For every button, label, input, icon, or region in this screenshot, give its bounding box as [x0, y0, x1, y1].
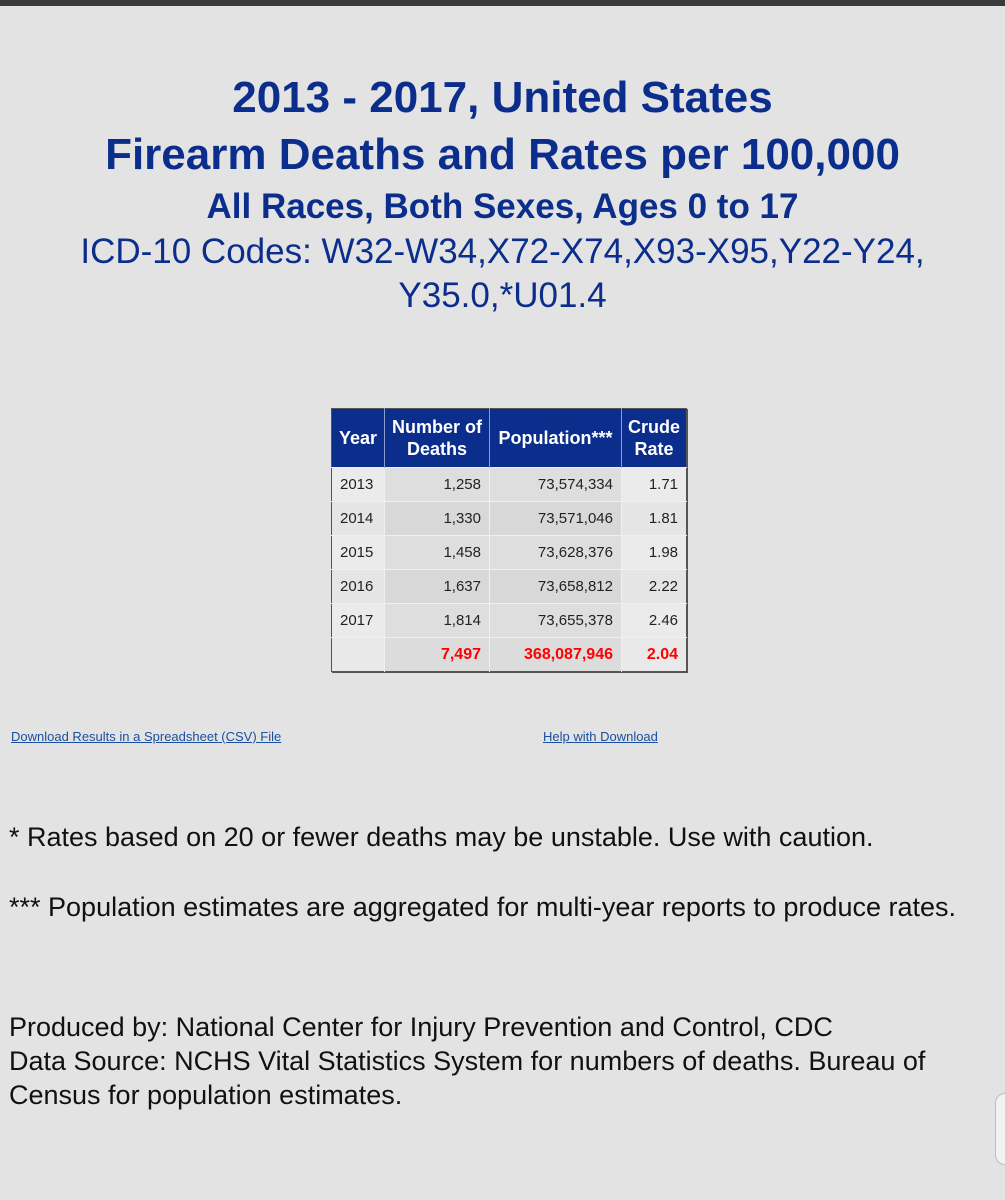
- table-header-row: [332, 409, 687, 468]
- table-row: [332, 502, 687, 536]
- help-with-download-link[interactable]: Help with Download: [543, 729, 658, 744]
- column-header-year: Year: [332, 409, 385, 468]
- table-row: [332, 570, 687, 604]
- cell-year: 2016: [332, 570, 385, 604]
- cell-year: 2017: [332, 604, 385, 638]
- table-total-row: [332, 638, 687, 672]
- cell-deaths: 1,258: [385, 468, 490, 502]
- report-subtitle-icd-codes: ICD-10 Codes: W32-W34,X72-X74,X93-X95,Y22-Y24, Y35.0,*U01.4: [80, 232, 925, 315]
- note-population-estimates: *** Population estimates are aggregated for multi-year reports to produce rates.: [9, 892, 957, 922]
- cell-rate: 2.22: [622, 570, 687, 604]
- cell-deaths: 1,330: [385, 502, 490, 536]
- cell-population: 73,574,334: [490, 468, 622, 502]
- report-subtitle-demographics: All Races, Both Sexes, Ages 0 to 17: [206, 187, 799, 226]
- cell-population: 73,628,376: [490, 536, 622, 570]
- cell-rate: 2.46: [622, 604, 687, 638]
- cell-population: 73,571,046: [490, 502, 622, 536]
- download-csv-link[interactable]: Download Results in a Spreadsheet (CSV) File: [11, 729, 282, 744]
- cell-population: 73,655,378: [490, 604, 622, 638]
- cell-rate: 1.98: [622, 536, 687, 570]
- table-row: [332, 536, 687, 570]
- cell-deaths: 1,814: [385, 604, 490, 638]
- cell-total-population: 368,087,946: [490, 638, 622, 672]
- note-data-source: Data Source: NCHS Vital Statistics System for numbers of deaths. Bureau of Census for population estimates.: [9, 1046, 926, 1110]
- report-title-main: Firearm Deaths and Rates per 100,000: [105, 130, 900, 179]
- cell-rate: 1.71: [622, 468, 687, 502]
- cell-rate: 1.81: [622, 502, 687, 536]
- cell-year: 2013: [332, 468, 385, 502]
- column-header-deaths: Number of Deaths: [385, 409, 490, 468]
- column-header-population: Population***: [490, 409, 622, 468]
- cell-total-deaths: 7,497: [385, 638, 490, 672]
- cell-deaths: 1,637: [385, 570, 490, 604]
- cell-total-year: [332, 638, 385, 672]
- cell-year: 2015: [332, 536, 385, 570]
- cell-year: 2014: [332, 502, 385, 536]
- table-row: [332, 468, 687, 502]
- cell-total-rate: 2.04: [622, 638, 687, 672]
- note-unstable-rates: * Rates based on 20 or fewer deaths may be unstable. Use with caution.: [9, 822, 874, 852]
- results-table: [331, 408, 687, 672]
- table-row: [332, 604, 687, 638]
- browser-top-bar: [0, 0, 1005, 6]
- cell-population: 73,658,812: [490, 570, 622, 604]
- report-title-years: 2013 - 2017, United States: [232, 73, 773, 122]
- scroll-handle[interactable]: [995, 1093, 1005, 1165]
- report-title-block: [0, 70, 1005, 318]
- cell-deaths: 1,458: [385, 536, 490, 570]
- column-header-crude-rate: Crude Rate: [622, 409, 687, 468]
- note-produced-by: Produced by: National Center for Injury Prevention and Control, CDC: [9, 1012, 833, 1042]
